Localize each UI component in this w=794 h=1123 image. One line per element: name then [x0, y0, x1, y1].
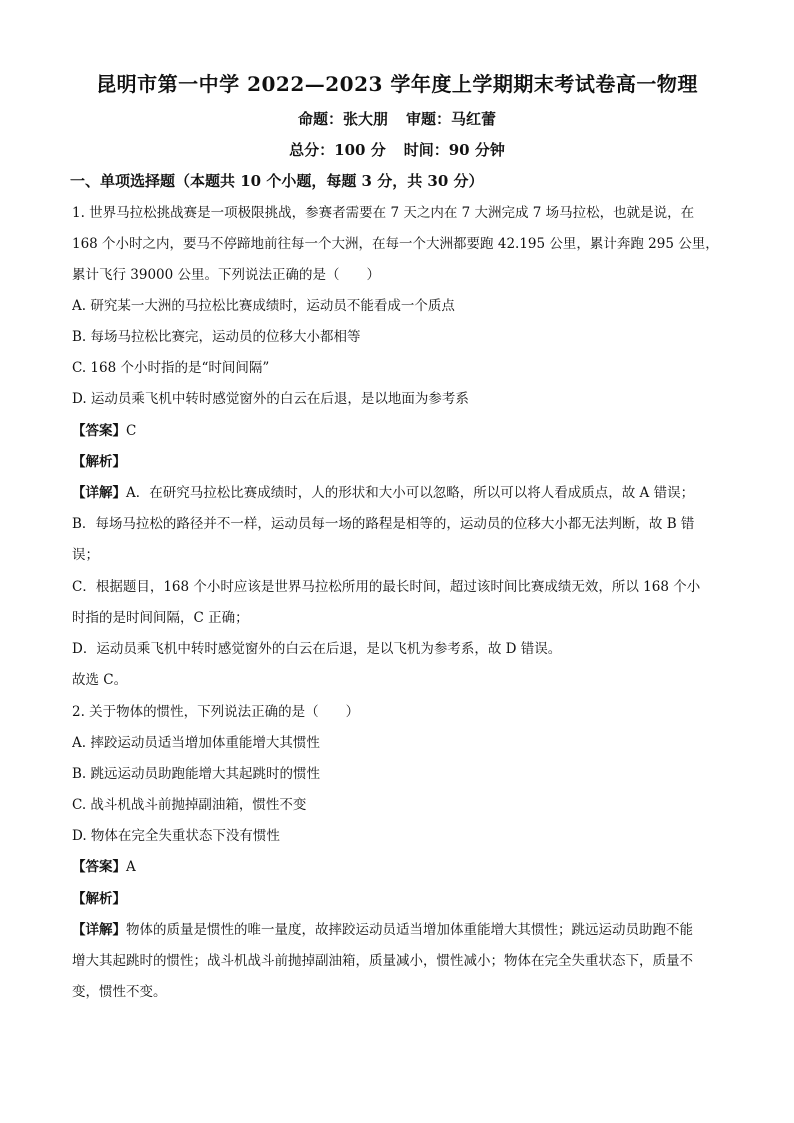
q2-detail-line: [72, 920, 722, 940]
q2-option-d: D. 物体在完全失重状态下没有惯性: [72, 828, 280, 844]
section-heading: 一、单项选择题（本题共 10 个小题，每题 3 分，共 30 分）: [70, 172, 484, 190]
q1-detail-line: 误；: [72, 547, 99, 563]
q1-option-d: D. 运动员乘飞机中转时感觉窗外的白云在后退，是以地面为参考系: [72, 391, 469, 407]
answer-value: A: [126, 859, 136, 875]
q2-stem-line: 2. 关于物体的惯性，下列说法正确的是（ ）: [72, 704, 360, 720]
q2-option-a: A. 摔跤运动员适当增加体重能增大其惯性: [72, 735, 320, 751]
q1-detail-line: B．每场马拉松的路径并不一样，运动员每一场的路程是相等的，运动员的位移大小都无法判断，故 B 错: [72, 516, 695, 532]
q1-detail-line: C．根据题目，168 个小时应该是世界马拉松所用的最长时间，超过该时间比赛成绩无效，所以 168 个小: [72, 579, 701, 595]
time-limit: 时间：90 分钟: [403, 141, 505, 159]
q2-detail-line: 变，惯性不变。: [72, 984, 167, 1000]
exam-title: 昆明市第一中学 2022—2023 学年度上学期期末考试卷高一物理: [96, 72, 698, 96]
q1-option-b: B. 每场马拉松比赛完，运动员的位移大小都相等: [72, 329, 361, 345]
q2-analysis-label: 【解析】: [72, 891, 126, 907]
q1-stem-line: 累计飞行 39000 公里。下列说法正确的是（ ）: [72, 267, 381, 283]
q1-detail-line: [72, 483, 722, 503]
q1-option-c: C. 168 个小时指的是“时间间隔”: [72, 360, 270, 376]
q1-answer: [72, 421, 722, 441]
detail-text: A．在研究马拉松比赛成绩时，人的形状和大小可以忽略，所以可以将人看成质点，故 A 错误；: [126, 485, 695, 501]
detail-text: 物体的质量是惯性的唯一量度，故摔跤运动员适当增加体重能增大其惯性；跳远运动员助跑不能: [126, 922, 693, 938]
q1-analysis-label: 【解析】: [72, 454, 126, 470]
proposer: 命题：张大朋: [297, 110, 388, 128]
q1-stem-line: 1. 世界马拉松挑战赛是一项极限挑战，参赛者需要在 7 天之内在 7 大洲完成 7 场马拉松，也就是说，在: [72, 205, 695, 221]
detail-label: 【详解】: [72, 485, 126, 501]
authors-line: [0, 108, 794, 129]
exam-info-line: [0, 139, 794, 160]
answer-value: C: [126, 423, 137, 439]
q1-stem-line: 168 个小时之内，要马不停蹄地前往每一个大洲，在每一个大洲都要跑 42.195 公里，累计奔跑 295 公里，: [72, 236, 719, 252]
q1-detail-line: D．运动员乘飞机中转时感觉窗外的白云在后退，是以飞机为参考系，故 D 错误。: [72, 641, 562, 657]
answer-label: 【答案】: [72, 859, 126, 875]
reviewer: 审题：马红蕾: [406, 110, 497, 128]
q2-option-b: B. 跳远运动员助跑能增大其起跳时的惯性: [72, 766, 321, 782]
answer-label: 【答案】: [72, 423, 126, 439]
q1-conclusion: 故选 C。: [72, 672, 128, 688]
q2-detail-line: 增大其起跳时的惯性；战斗机战斗前抛掉副油箱，质量减小，惯性减小；物体在完全失重状态下，质量不: [72, 953, 693, 969]
detail-label: 【详解】: [72, 922, 126, 938]
q1-detail-line: 时指的是时间间隔，C 正确；: [72, 610, 249, 626]
q2-option-c: C. 战斗机战斗前抛掉副油箱，惯性不变: [72, 797, 307, 813]
q2-answer: [72, 857, 722, 877]
total-score: 总分：100 分: [289, 141, 386, 159]
q1-option-a: A. 研究某一大洲的马拉松比赛成绩时，运动员不能看成一个质点: [72, 298, 455, 314]
